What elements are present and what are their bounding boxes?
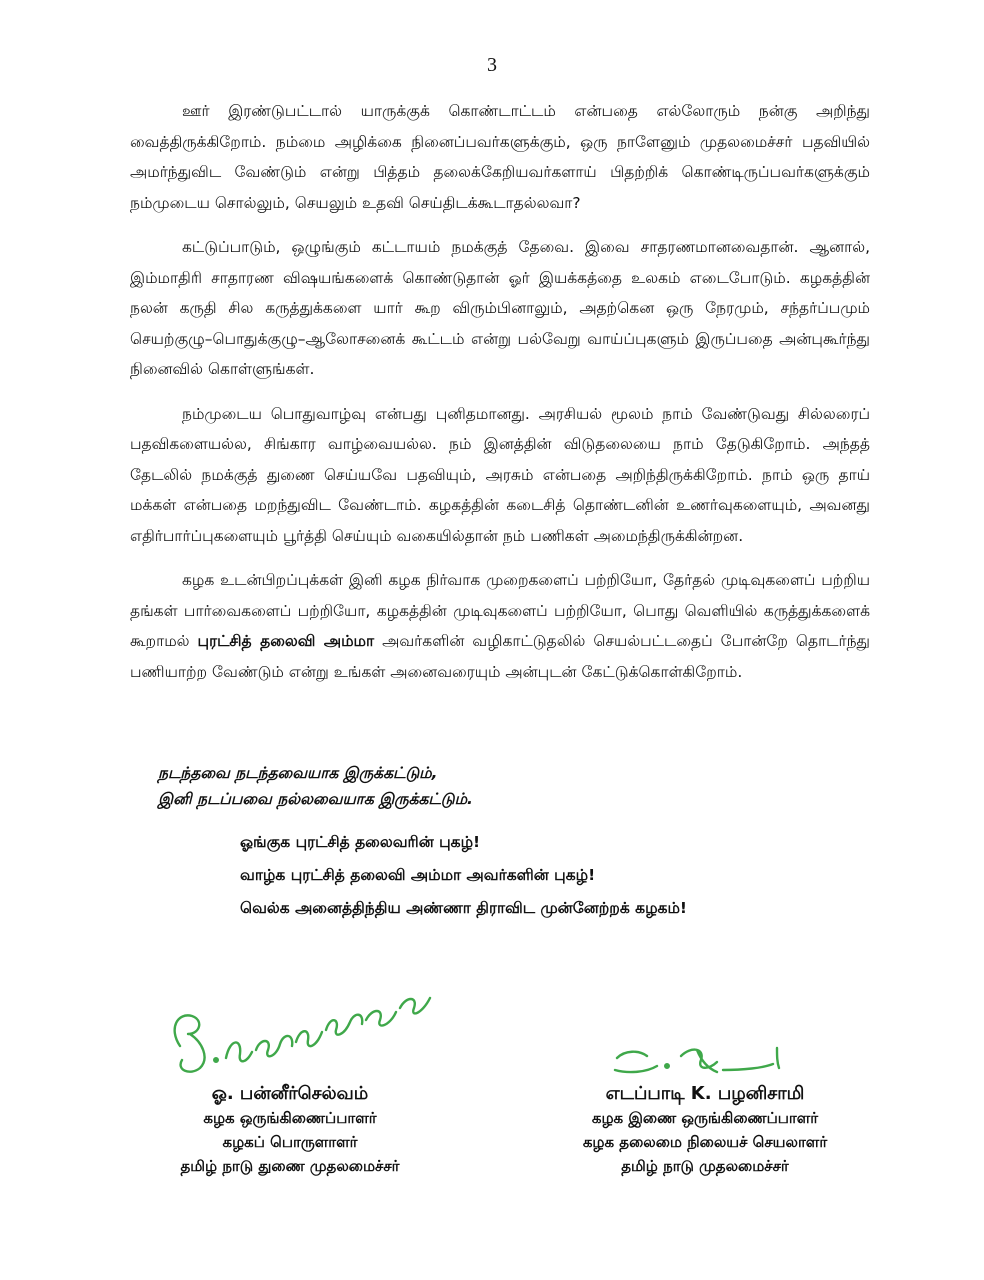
signatory-right-title-2: கழக தலைமை நிலையச் செயலாளர் bbox=[582, 1133, 828, 1151]
paragraph-3: நம்முடைய பொதுவாழ்வு என்பது புனிதமானது. அரசியல் மூலம் நாம் வேண்டுவது சில்லரைப் பதவிகளையல்ல, சிங்கார வாழ்வையல்ல. நம் இனத்தின் விடுதலையை நாம் தேடுகிறோம். அந்தத் தேடலில் நமக்குத் துணை செய்யவே பதவியும், அரசும் என்பதை அறிந்திருக்கிறோம். நாம் ஒரு தாய் மக்கள் என்பதை மறந்துவிட வேண்டாம். கழகத்தின் கடைசித் தொண்டனின் உணர்வுகளையும், அவனது எதிர்பார்ப்புகளையும் பூர்த்தி செய்யும் வகையில்தான் நம் பணிகள் அமைந்திருக்கின்றன. bbox=[130, 404, 870, 545]
signature-right bbox=[605, 1040, 795, 1080]
paragraph-2: கட்டுப்பாடும், ஒழுங்கும் கட்டாயம் நமக்குத் தேவை. இவை சாதரணமானவைதான். ஆனால், இம்மாதிரி சாதாரண விஷயங்களைக் கொண்டுதான் ஓர் இயக்கத்தை உலகம் எடைபோடும். கழகத்தின் நலன் கருதி சில கருத்துக்களை யார் கூற விரும்பினாலும், அதற்கென ஒரு நேரமும், சந்தர்ப்பமும் செயற்குழு–பொதுக்குழு–ஆலோசனைக் கூட்டம் என்று பல்வேறு வாய்ப்புகளும் இருப்பதை அன்புகூர்ந்து நினைவில் கொள்ளுங்கள். bbox=[130, 238, 870, 378]
paragraph-4-end: அவர்களின் வழிகாட்டுதலில் செயல்பட்டதைப் போன்றே தொடர்ந்து பணியாற்ற வேண்டும் என்று உங்கள் அனைவரையும் அன்புடன் கேட்டுக்கொள்கிறோம். bbox=[130, 632, 870, 681]
signatory-left-title-1: கழக ஒருங்கிணைப்பாளர் bbox=[203, 1109, 377, 1127]
signature-left bbox=[160, 968, 450, 1078]
signatory-right bbox=[540, 1082, 870, 1178]
paragraph-1: ஊர் இரண்டுபட்டால் யாருக்குக் கொண்டாட்டம் என்பதை எல்லோரும் நன்கு அறிந்து வைத்திருக்கிறோம். நம்மை அழிக்கை நினைப்பவர்களுக்கும், ஒரு நாளேனும் முதலமைச்சர் பதவியில் அமர்ந்துவிட வேண்டும் என்று பித்தம் தலைக்கேறியவர்களாய் பிதற்றிக் கொண்டிருப்பவர்களுக்கும் நம்முடைய சொல்லும், செயலும் உதவி செய்திடக்கூடாதல்லவா? bbox=[130, 102, 870, 212]
signatory-left-name: ஓ. பன்னீர்செல்வம் bbox=[211, 1083, 369, 1104]
signatory-left-title-3: தமிழ் நாடு துணை முதலமைச்சர் bbox=[180, 1157, 400, 1175]
paragraph-4 bbox=[130, 565, 870, 687]
amma-emphasis: புரட்சித் தலைவி அம்மா bbox=[197, 632, 375, 650]
slogan-3: வெல்க அனைத்திந்திய அண்ணா திராவிட முன்னேற்றக் கழகம்! bbox=[240, 899, 687, 917]
slogans bbox=[240, 826, 687, 925]
paragraph-4-start: கழக உடன்பிறப்புக்கள் இனி கழக நிர்வாக முறைகளைப் பற்றியோ, தேர்தல் முடிவுகளைப் பற்றிய தங்கள் பார்வைகளைப் பற்றியோ, கழகத்தின் முடிவுகளைப் பற்றியோ, பொது வெளியில் கருத்துக்களைக் கூறாமல் bbox=[130, 571, 870, 650]
closing-line-1: நடந்தவை நடந்தவையாக இருக்கட்டும், bbox=[158, 764, 438, 782]
slogan-2: வாழ்க புரட்சித் தலைவி அம்மா அவர்களின் புகழ்! bbox=[240, 866, 596, 884]
closing-lines bbox=[158, 760, 473, 812]
signatory-right-title-1: கழக இணை ஒருங்கிணைப்பாளர் bbox=[591, 1109, 819, 1127]
signatory-right-name: எடப்பாடி K. பழனிசாமி bbox=[605, 1083, 805, 1104]
letter-body bbox=[130, 96, 870, 701]
signatory-right-title-3: தமிழ் நாடு முதலமைச்சர் bbox=[621, 1157, 789, 1175]
signatory-left-title-2: கழகப் பொருளாளர் bbox=[222, 1133, 358, 1151]
page-number: 3 bbox=[487, 54, 497, 76]
closing-line-2: இனி நடப்பவை நல்லவையாக இருக்கட்டும். bbox=[158, 790, 473, 808]
slogan-1: ஓங்குக புரட்சித் தலைவரின் புகழ்! bbox=[240, 833, 481, 851]
signatory-left bbox=[135, 1082, 445, 1178]
